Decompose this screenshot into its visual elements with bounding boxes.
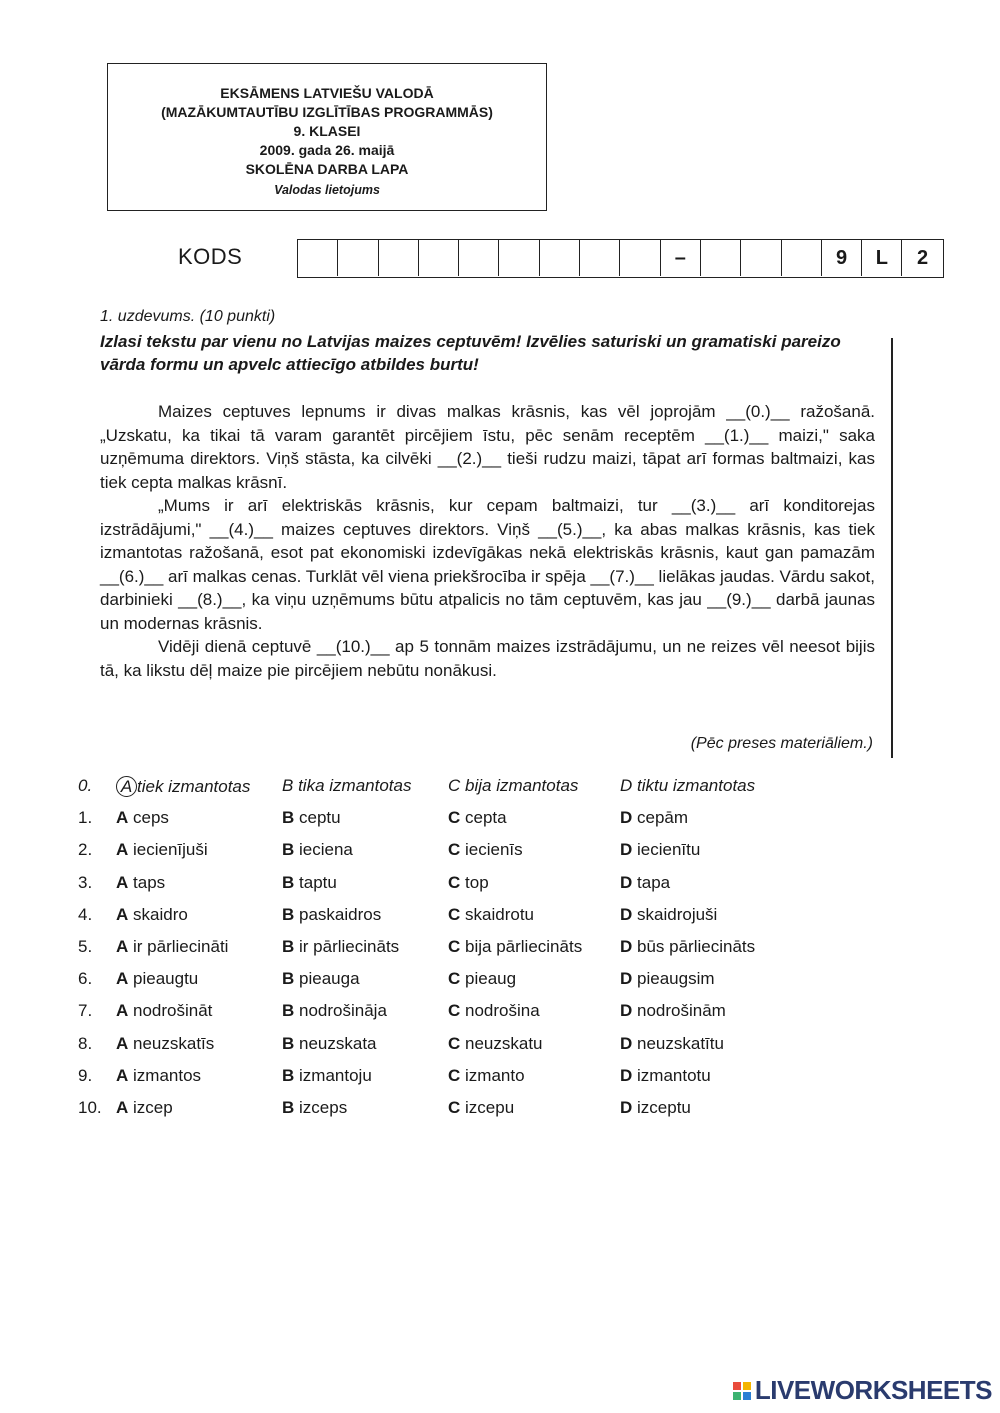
option-row xyxy=(78,1098,838,1130)
option-text: neuzskatu xyxy=(465,1033,543,1053)
option-c[interactable] xyxy=(448,937,582,957)
logo-square xyxy=(733,1382,741,1390)
kods-cell[interactable] xyxy=(419,240,459,276)
option-letter: C xyxy=(448,1097,461,1117)
option-d[interactable] xyxy=(620,776,755,796)
passage-paragraph-1: Maizes ceptuves lepnums ir divas malkas krāsnis, kas vēl joprojām __(0.)__ ražošanā. „Uzskatu, ka tikai tā varam garantēt pircējiem īstu, pēc senām receptēm __(1.)__ maizi," saka uzņēmuma direktors. Viņš stāsta, ka cilvēki __(2.)__ tieši rudzu maizi, tāpat arī formas baltmaizi, kas tiek cepta malkas krāsnī. xyxy=(100,402,875,492)
option-text: iecienītu xyxy=(637,840,701,860)
option-a[interactable] xyxy=(116,808,169,828)
option-letter: A xyxy=(116,1065,129,1085)
option-text: ir pārliecināts xyxy=(299,936,400,956)
option-text: izcepu xyxy=(465,1097,515,1117)
option-a[interactable] xyxy=(116,1034,214,1054)
option-letter: C xyxy=(448,969,461,989)
option-letter: C xyxy=(448,904,461,924)
option-c[interactable] xyxy=(448,808,507,828)
option-b[interactable] xyxy=(282,1098,347,1118)
option-a[interactable] xyxy=(116,840,208,860)
brand-name: LIVEWORKSHEETS xyxy=(754,1375,992,1405)
option-d[interactable] xyxy=(620,905,717,925)
header-line-3: 9. KLASEI xyxy=(293,123,361,139)
option-a[interactable] xyxy=(116,969,198,989)
passage-paragraph-3: Vidēji dienā ceptuvē __(10.)__ ap 5 tonnām maizes izstrādājumu, un ne reizes vēl neesot bijis tā, ka likstu dēļ maize pie pircējiem nebūtu nonākusi. xyxy=(100,637,875,680)
option-text: paskaidros xyxy=(299,904,382,924)
option-a[interactable] xyxy=(116,1001,212,1021)
header-line-2: (MAZĀKUMTAUTĪBU IZGLĪTĪBAS PROGRAMMĀS) xyxy=(161,104,493,120)
option-text: pieaug xyxy=(465,969,517,989)
option-d[interactable] xyxy=(620,1001,726,1021)
option-text: skaidrojuši xyxy=(637,904,718,924)
option-letter: D xyxy=(620,936,633,956)
option-b[interactable] xyxy=(282,937,399,957)
option-d[interactable] xyxy=(620,840,700,860)
option-a[interactable] xyxy=(116,776,250,797)
question-number: 5. xyxy=(78,936,93,956)
option-letter: D xyxy=(620,776,633,795)
option-letter: A xyxy=(116,808,129,828)
option-b[interactable] xyxy=(282,840,353,860)
passage-paragraph-2: „Mums ir arī elektriskās krāsnis, kur cepam baltmaizi, tur __(3.)__ arī konditorejas izstrādājumi," __(4.)__ maizes ceptuves direktors. Viņš __(5.)__, ka abas malkas krāsnis, kas tiek izmantotas ražošanā, esot pat ekonomiski izdevīgākas nekā elektriskās krāsnis, kaut gan pamazām __(6.)__ arī malkas cenas. Turklāt vēl viena priekšrocība ir spēja __(7.)__ lielākas jaudas. Vārdu sakot, darbinieki __(8.)__, ka viņu uzņēmums būtu atpalicis no tām ceptuvēm, kas jau __(9.)__ darbā jaunas un modernas krāsnis. xyxy=(100,496,875,633)
option-letter: B xyxy=(282,1033,295,1053)
option-text: izmantoju xyxy=(299,1065,372,1085)
option-text: izmanto xyxy=(465,1065,525,1085)
option-text: izmantos xyxy=(133,1065,202,1085)
option-row xyxy=(78,776,838,808)
question-number: 6. xyxy=(78,969,93,989)
option-letter: A xyxy=(116,1097,129,1117)
margin-line xyxy=(891,338,893,758)
kods-cell[interactable] xyxy=(298,240,338,276)
option-text: bija izmantotas xyxy=(465,776,579,795)
option-text: būs pārliecināts xyxy=(637,936,756,956)
header-line-4: 2009. gada 26. maijā xyxy=(259,142,395,158)
option-text: ceps xyxy=(133,808,169,828)
option-text: cepta xyxy=(465,808,507,828)
option-text: cepām xyxy=(637,808,689,828)
option-b[interactable] xyxy=(282,905,381,925)
kods-cell[interactable] xyxy=(580,240,620,276)
question-number: 2. xyxy=(78,840,93,860)
option-letter: B xyxy=(282,840,295,860)
kods-cell[interactable] xyxy=(782,240,822,276)
option-b[interactable] xyxy=(282,969,360,989)
option-b[interactable] xyxy=(282,1066,372,1086)
passage-source: (Pēc preses materiāliem.) xyxy=(690,735,873,752)
question-number: 1. xyxy=(78,808,93,828)
option-letter: A xyxy=(116,776,137,797)
kods-cell[interactable] xyxy=(338,240,378,276)
question-number: 9. xyxy=(78,1065,93,1085)
header-line-6: Valodas lietojums xyxy=(274,183,380,197)
option-text: nodrošināt xyxy=(133,1001,213,1021)
option-c[interactable] xyxy=(448,1001,540,1021)
option-c[interactable] xyxy=(448,776,578,796)
option-letter: A xyxy=(116,840,129,860)
option-b[interactable] xyxy=(282,808,341,828)
option-text: ceptu xyxy=(299,808,341,828)
reading-passage xyxy=(100,400,875,682)
option-text: pieaugtu xyxy=(133,969,199,989)
option-letter: B xyxy=(282,969,295,989)
question-number: 3. xyxy=(78,872,93,892)
option-a[interactable] xyxy=(116,1098,173,1118)
option-text: izceptu xyxy=(637,1097,691,1117)
logo-square xyxy=(743,1382,751,1390)
option-d[interactable] xyxy=(620,1034,724,1054)
option-b[interactable] xyxy=(282,776,411,796)
option-letter: B xyxy=(282,872,295,892)
option-letter: B xyxy=(282,936,295,956)
kods-cell[interactable]: 9 xyxy=(822,240,862,276)
option-letter: D xyxy=(620,1065,633,1085)
option-d[interactable] xyxy=(620,1066,711,1086)
option-letter: B xyxy=(282,904,295,924)
option-a[interactable] xyxy=(116,873,165,893)
option-letter: A xyxy=(116,1033,129,1053)
option-letter: C xyxy=(448,840,461,860)
kods-cell[interactable] xyxy=(741,240,781,276)
option-row xyxy=(78,905,838,937)
option-text: nodrošināja xyxy=(299,1001,387,1021)
option-b[interactable] xyxy=(282,1034,377,1054)
logo-square xyxy=(743,1392,751,1400)
option-text: nodrošina xyxy=(465,1001,540,1021)
option-text: ir pārliecināti xyxy=(133,936,229,956)
option-letter: C xyxy=(448,1001,461,1021)
option-d[interactable] xyxy=(620,1098,691,1118)
option-text: nodrošinām xyxy=(637,1001,726,1021)
option-c[interactable] xyxy=(448,1066,525,1086)
option-text: neuzskata xyxy=(299,1033,377,1053)
kods-label: KODS xyxy=(178,244,243,269)
option-text: tika izmantotas xyxy=(298,776,412,795)
option-letter: C xyxy=(448,808,461,828)
option-a[interactable] xyxy=(116,905,188,925)
option-text: skaidro xyxy=(133,904,188,924)
option-letter: C xyxy=(448,776,461,795)
option-text: izcep xyxy=(133,1097,173,1117)
option-row xyxy=(78,873,838,905)
option-d[interactable] xyxy=(620,969,715,989)
option-letter: B xyxy=(282,1065,295,1085)
task-instruction: Izlasi tekstu par vienu no Latvijas maizes ceptuvēm! Izvēlies saturiski un gramatiski pareizo vārda formu un apvelc attiecīgo atbildes burtu! xyxy=(100,332,841,374)
option-c[interactable] xyxy=(448,1098,514,1118)
option-letter: D xyxy=(620,1033,633,1053)
option-letter: C xyxy=(448,936,461,956)
option-d[interactable] xyxy=(620,937,755,957)
kods-cell[interactable] xyxy=(459,240,499,276)
kods-cell[interactable] xyxy=(499,240,539,276)
option-row xyxy=(78,937,838,969)
exam-header-box xyxy=(107,63,547,211)
question-number: 7. xyxy=(78,1001,93,1021)
option-row xyxy=(78,969,838,1001)
option-letter: C xyxy=(448,1065,461,1085)
option-text: pieauga xyxy=(299,969,360,989)
option-a[interactable] xyxy=(116,1066,201,1086)
option-row xyxy=(78,840,838,872)
kods-cell[interactable]: 2 xyxy=(917,246,929,269)
kods-cell[interactable] xyxy=(701,240,741,276)
option-text: iecienījuši xyxy=(133,840,208,860)
option-letter: D xyxy=(620,969,633,989)
option-text: tiek izmantotas xyxy=(137,777,251,796)
option-d[interactable] xyxy=(620,808,688,828)
option-row xyxy=(78,1066,838,1098)
option-letter: A xyxy=(116,904,129,924)
option-d[interactable] xyxy=(620,873,670,893)
question-number: 4. xyxy=(78,904,93,924)
option-text: iecienīs xyxy=(465,840,523,860)
option-c[interactable] xyxy=(448,969,516,989)
option-text: neuzskatīs xyxy=(133,1033,215,1053)
option-letter: A xyxy=(116,872,129,892)
option-text: izceps xyxy=(299,1097,348,1117)
option-letter: B xyxy=(282,776,294,795)
option-text: ieciena xyxy=(299,840,353,860)
option-row xyxy=(78,1034,838,1066)
option-b[interactable] xyxy=(282,1001,387,1021)
option-text: taps xyxy=(133,872,166,892)
option-b[interactable] xyxy=(282,873,337,893)
kods-cell[interactable] xyxy=(620,240,660,276)
option-letter: D xyxy=(620,808,633,828)
option-row xyxy=(78,808,838,840)
kods-cell[interactable]: – xyxy=(661,240,701,276)
option-letter: D xyxy=(620,904,633,924)
option-letter: D xyxy=(620,1001,633,1021)
liveworksheets-brand xyxy=(733,1375,992,1406)
option-letter: B xyxy=(282,1001,295,1021)
option-letter: D xyxy=(620,840,633,860)
option-letter: C xyxy=(448,872,461,892)
kods-cell[interactable] xyxy=(379,240,419,276)
question-number: 8. xyxy=(78,1033,93,1053)
option-text: top xyxy=(465,872,489,892)
option-letter: A xyxy=(116,969,129,989)
option-letter: A xyxy=(116,1001,129,1021)
option-text: bija pārliecināts xyxy=(465,936,583,956)
header-line-5: SKOLĒNA DARBA LAPA xyxy=(245,161,409,177)
header-line-1: EKSĀMENS LATVIEŠU VALODĀ xyxy=(220,85,434,101)
option-a[interactable] xyxy=(116,937,228,957)
option-text: izmantotu xyxy=(637,1065,711,1085)
option-letter: D xyxy=(620,1097,633,1117)
option-text: tiktu izmantotas xyxy=(637,776,756,795)
option-text: taptu xyxy=(299,872,337,892)
option-row xyxy=(78,1001,838,1033)
option-text: neuzskatītu xyxy=(637,1033,724,1053)
option-letter: B xyxy=(282,808,295,828)
question-number: 0. xyxy=(78,776,93,795)
option-letter: C xyxy=(448,1033,461,1053)
option-letter: D xyxy=(620,872,633,892)
option-letter: A xyxy=(116,936,129,956)
answer-options xyxy=(78,776,838,1130)
option-text: skaidrotu xyxy=(465,904,534,924)
question-number: 10. xyxy=(78,1097,102,1117)
liveworksheets-logo-icon xyxy=(733,1382,751,1400)
kods-grid xyxy=(297,239,944,278)
kods-cell[interactable] xyxy=(540,240,580,276)
option-text: tapa xyxy=(637,872,671,892)
option-c[interactable] xyxy=(448,1034,543,1054)
logo-square xyxy=(733,1392,741,1400)
option-text: pieaugsim xyxy=(637,969,715,989)
option-c[interactable] xyxy=(448,905,534,925)
task-title: 1. uzdevums. (10 punkti) xyxy=(100,308,276,325)
kods-cell[interactable]: L xyxy=(862,240,902,276)
option-letter: B xyxy=(282,1097,295,1117)
option-c[interactable] xyxy=(448,840,523,860)
option-c[interactable] xyxy=(448,873,489,893)
